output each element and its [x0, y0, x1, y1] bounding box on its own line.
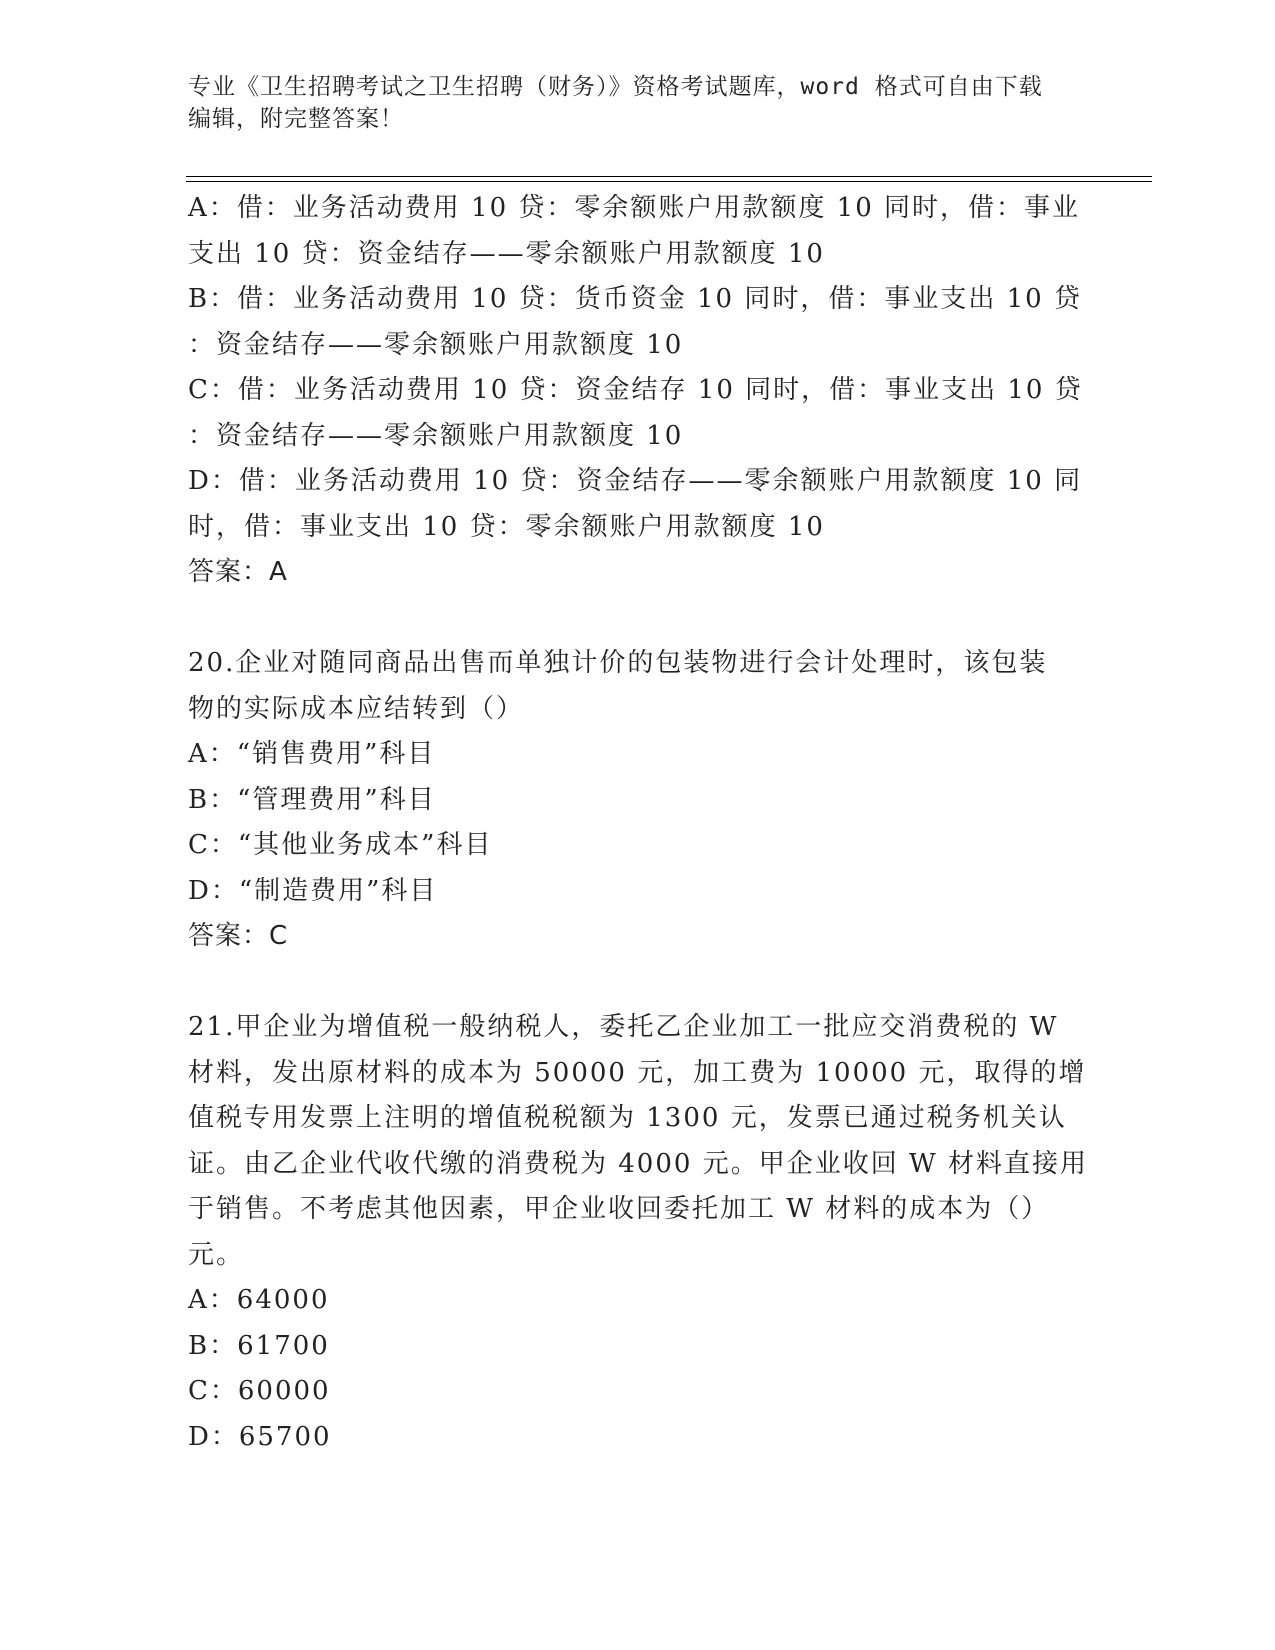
question-20	[188, 641, 1088, 960]
header-line: 专业《卫生招聘考试之卫生招聘（财务）》资格考试题库，word 格式可自由下载	[188, 74, 1043, 100]
option-b: B：61700	[188, 1330, 330, 1361]
option-text-line: B：借：业务活动费用 10 贷：货币资金 10 同时，借：事业支出 10 贷	[188, 284, 1082, 314]
option-text-line: 支出 10 贷：资金结存——零余额账户用款额度 10	[188, 238, 825, 269]
option-d: D：“制造费用”科目	[188, 875, 438, 906]
question-stem-line: 于销售。不考虑其他因素，甲企业收回委托加工 W 材料的成本为（）	[188, 1194, 1050, 1224]
option-d: D：65700	[188, 1421, 332, 1452]
answer-label: 答案：C	[188, 921, 289, 951]
option-a: A：64000	[188, 1285, 330, 1315]
option-text-line: A：借：业务活动费用 10 贷：零余额账户用款额度 10 同时，借：事业	[188, 193, 1081, 223]
question-19	[188, 186, 1088, 596]
spacer	[188, 960, 1088, 1006]
option-text-line: ：资金结存——零余额账户用款额度 10	[188, 329, 684, 360]
question-stem-line: 物的实际成本应结转到（）	[188, 693, 525, 724]
option-b	[188, 277, 1088, 368]
option-d	[188, 459, 1088, 550]
question-stem-line: 证。由乙企业代收代缴的消费税为 4000 元。甲企业收回 W 材料直接用	[188, 1148, 1088, 1179]
option-text-line: C：借：业务活动费用 10 贷：资金结存 10 同时，借：事业支出 10 贷	[188, 375, 1083, 405]
header-line: 编辑，附完整答案！	[188, 106, 404, 132]
question-stem-line: 21.甲企业为增值税一般纳税人，委托乙企业加工一批应交消费税的 W	[188, 1012, 1059, 1042]
question-stem-line: 20.企业对随同商品出售而单独计价的包装物进行会计处理时，该包装	[188, 648, 1048, 678]
option-text-line: 时，借：事业支出 10 贷：零余额账户用款额度 10	[188, 511, 825, 542]
question-content	[188, 186, 1088, 1460]
option-c: C：“其他业务成本”科目	[188, 830, 493, 860]
option-text-line: ：资金结存——零余额账户用款额度 10	[188, 420, 684, 451]
option-text-line: D：借：业务活动费用 10 贷：资金结存——零余额账户用款额度 10 同	[188, 466, 1083, 496]
option-c	[188, 368, 1088, 459]
option-a	[188, 186, 1088, 277]
document-header	[188, 71, 1088, 135]
header-divider-bottom	[186, 181, 1152, 182]
question-21	[188, 1005, 1088, 1460]
option-c: C：60000	[188, 1376, 331, 1406]
question-stem-line: 值税专用发票上注明的增值税税额为 1300 元，发票已通过税务机关认	[188, 1103, 1067, 1133]
question-stem-line: 材料，发出原材料的成本为 50000 元，加工费为 10000 元，取得的增	[188, 1057, 1087, 1088]
spacer	[188, 596, 1088, 642]
option-b: B：“管理费用”科目	[188, 784, 436, 815]
header-divider-top	[186, 176, 1152, 177]
option-a: A：“销售费用”科目	[188, 739, 436, 769]
question-stem-line: 元。	[188, 1239, 245, 1270]
answer-label: 答案：A	[188, 557, 288, 587]
